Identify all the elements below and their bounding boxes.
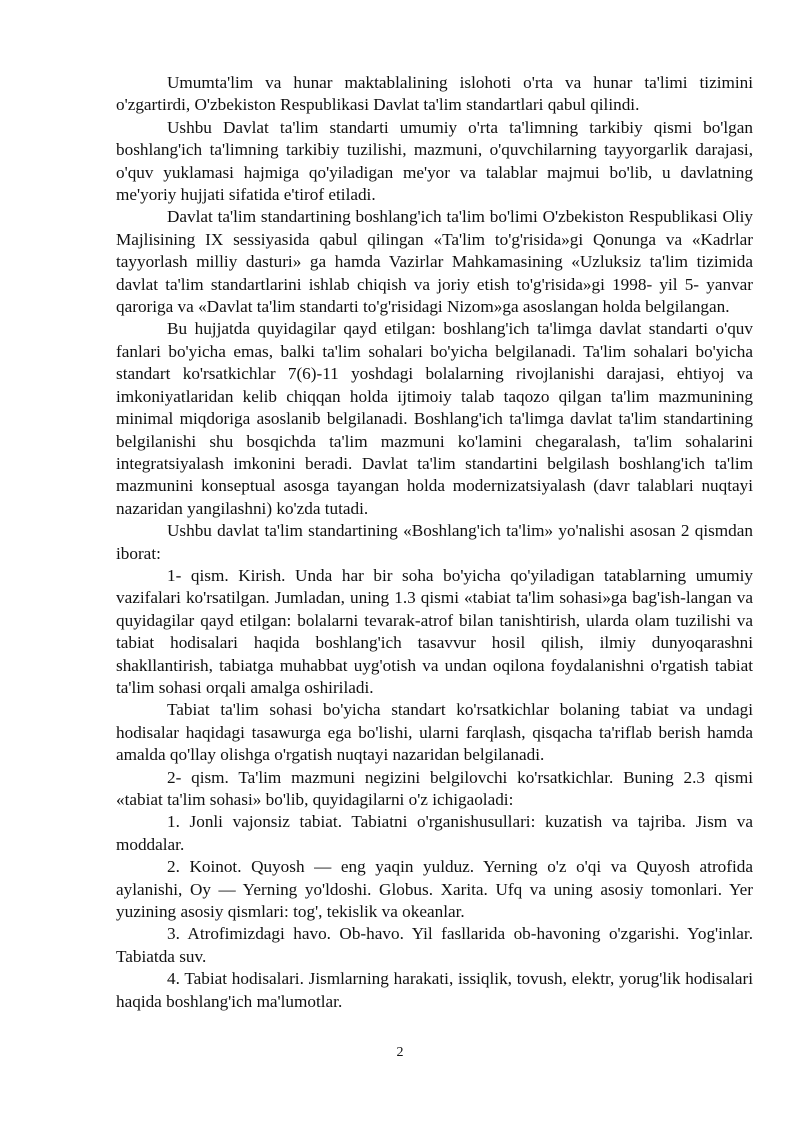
paragraph-reform-intro: Umumta'lim va hunar maktablalining islohoti o'rta va hunar ta'limi tizimini o'zgartirdi, O'zbekiston Respublikasi Davlat ta'lim standartlari qabul qilindi. <box>116 73 753 115</box>
list-item-4: 4. Tabiat hodisalari. Jismlarning harakati, issiqlik, tovush, elektr, yorug'lik hodisalari haqida boshlang'ich ma'lumotlar. <box>116 969 753 1011</box>
paragraph-part-one: 1- qism. Kirish. Unda har bir soha bo'yicha qo'yiladigan tatablarning umumiy vazifalari ko'rsatilgan. Jumladan, uning 1.3 qismi «tabiat ta'lim sohasi»ga bag'ish-langan va quyidagilar qayd etilgan: bolalarni tevarak-atrof bilan tanishtirish, ularda olam tuzilishi va tabiat hodisalari haqida boshlang'ich tasavvur hosil qilish, ilmiy dunyoqarashni shakllantirish, tabiatga muhabbat uyg'otish va undan oqilona foydalanishni o'rgatish tabiat ta'lim sohasi orqali amalga oshiriladi. <box>116 565 753 697</box>
page-number: 2 <box>396 1045 404 1060</box>
paragraph-nature-indicators: Tabiat ta'lim sohasi bo'yicha standart ko'rsatkichlar bolaning tabiat va undagi hodisalar haqidagi tasawurga ega bo'lishi, ularni farqlash, qisqacha ta'riflab berish hamda amalda qo'llay olishga o'rgatish nuqtayi nazaridan belgilanadi. <box>116 700 753 765</box>
paragraph-document-provisions: Bu hujjatda quyidagilar qayd etilgan: boshlang'ich ta'limga davlat standarti o'quv fanlari bo'yicha emas, balki ta'lim sohalari bo'yicha belgilanadi. Ta'lim sohalari bo'yicha standart ko'rsatkichlar 7(6)-11 yoshdagi bolalarning rivojlanishi darajasi, ehtiyoj va imkoniyatlaridan kelib chiqqan holda ijtimoiy talab taqozo qilgan ta'lim mazmunining minimal miqdoriga asoslanib belgilanadi. Boshlang'ich ta'limga davlat ta'lim standartining belgilanishi shu bosqichda ta'lim mazmuni ko'lamini chegaralash, ta'lim sohalarini integratsiyalash imkonini beradi. Davlat ta'lim standartini belgilash boshlang'ich ta'lim mazmunini konseptual asosga tayangan holda modernizatsiyalash (davr talablari nuqtayi nazaridan yangilashni) ko'zda tutadi. <box>116 319 753 518</box>
paragraph-standard-definition: Ushbu Davlat ta'lim standarti umumiy o'rta ta'limning tarkibiy qismi bo'lgan boshlang'ich ta'limning tarkibiy tuzilishi, mazmuni, o'quvchilarning tayyorgarlik darajasi, o'quv yuklamasi hajmiga qo'yiladigan me'yor va talablar majmui bo'lib, u davlatning me'yoriy hujjati sifatida e'tirof etiladi. <box>116 117 753 205</box>
paragraph-part-two: 2- qism. Ta'lim mazmuni negizini belgilovchi ko'rsatkichlar. Buning 2.3 qismi «tabiat ta'lim sohasi» bo'lib, quyidagilarni o'z ichigaoladi: <box>116 767 753 809</box>
list-item-2: 2. Koinot. Quyosh — eng yaqin yulduz. Yerning o'z o'qi va Quyosh atrofida aylanishi, Oy — Yerning yo'ldoshi. Globus. Xarita. Ufq va uning asosiy tomonlari. Yer yuzining asosiy qismlari: tog', tekislik va okeanlar. <box>116 857 753 922</box>
list-item-1: 1. Jonli vajonsiz tabiat. Tabiatni o'rganishusullari: kuzatish va tajriba. Jism va moddalar. <box>116 812 753 854</box>
paragraph-two-parts: Ushbu davlat ta'lim standartining «Boshlang'ich ta'lim» yo'nalishi asosan 2 qismdan iborat: <box>116 521 753 563</box>
paragraph-legal-basis: Davlat ta'lim standartining boshlang'ich ta'lim bo'limi O'zbekiston Respublikasi Oliy Majlisining IX sessiyasida qabul qilingan «Ta'lim to'g'risida»gi Qonunga va «Kadrlar tayyorlash milliy dasturi» ga hamda Vazirlar Mahkamasining «Uzluksiz ta'lim tizimida davlat ta'lim standartlarini ishlab chiqish va joriy etish to'g'risida»gi 1998- yil 5- yanvar qaroriga va «Davlat ta'lim standarti to'g'risidagi Nizom»ga asoslangan holda belgilangan. <box>116 207 753 317</box>
list-item-3: 3. Atrofimizdagi havo. Ob-havo. Yil fasllarida ob-havoning o'zgarishi. Yog'inlar. Tabiatda suv. <box>116 924 753 966</box>
document-body <box>116 72 753 1013</box>
